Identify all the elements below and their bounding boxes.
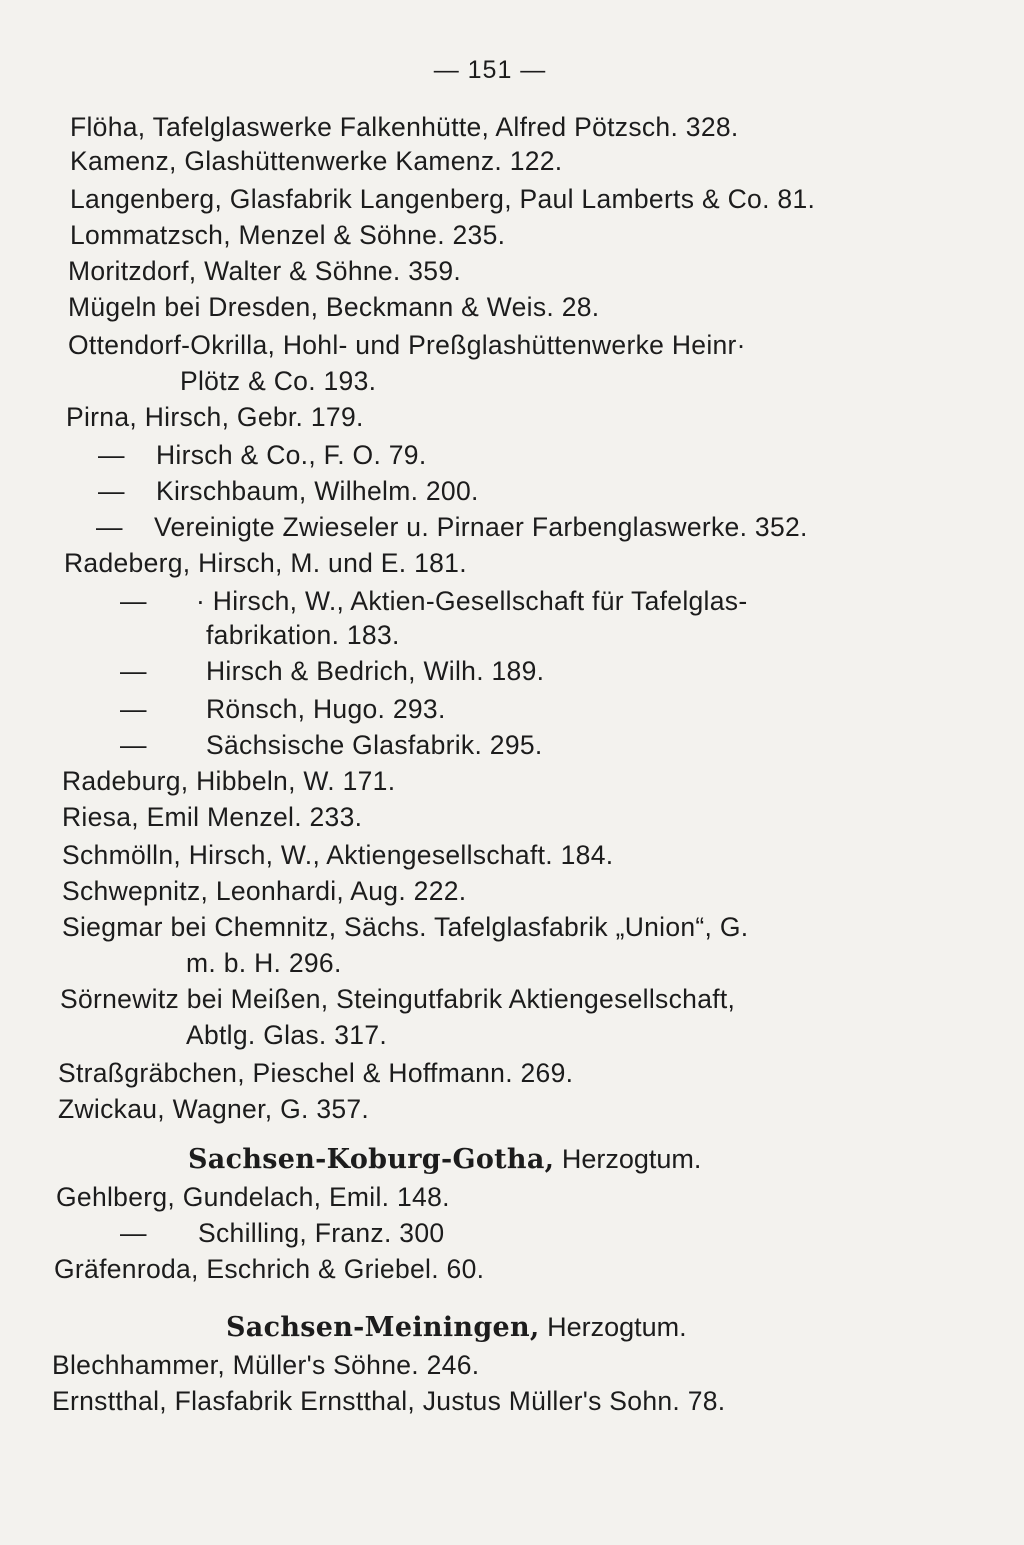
ditto-dash: — [120, 730, 147, 760]
entry-line: Lommatzsch, Menzel & Söhne. 235. [70, 220, 506, 250]
entry-line: Flöha, Tafelglaswerke Falkenhütte, Alfred Pötzsch. 328. [70, 112, 739, 142]
entry-line: Rönsch, Hugo. 293. [206, 694, 446, 724]
entry-line: Radeberg, Hirsch, M. und E. 181. [64, 548, 467, 578]
entry-line: Moritzdorf, Walter & Söhne. 359. [68, 256, 462, 286]
entry-line-continued: Plötz & Co. 193. [180, 366, 377, 396]
section-heading-name: Sachsen-Meiningen, [226, 1312, 540, 1343]
entry-line: · Hirsch, W., Aktien-Gesellschaft für Tafelglas- [196, 586, 748, 616]
ditto-dash: — [120, 656, 147, 686]
entry-line: Ottendorf-Okrilla, Hohl- und Preßglashüttenwerke Heinr· [68, 330, 746, 360]
entry-line: Kamenz, Glashüttenwerke Kamenz. 122. [70, 146, 563, 176]
entry-line: Zwickau, Wagner, G. 357. [58, 1094, 370, 1124]
entry-line: Vereinigte Zwieseler u. Pirnaer Farbenglaswerke. 352. [154, 512, 808, 542]
entry-line: Schwepnitz, Leonhardi, Aug. 222. [62, 876, 467, 906]
page-number: — 151 — [433, 56, 547, 84]
section-heading-suffix: Herzogtum. [539, 1312, 687, 1342]
entry-line: Siegmar bei Chemnitz, Sächs. Tafelglasfabrik „Union“, G. [62, 912, 749, 942]
entry-line: Mügeln bei Dresden, Beckmann & Weis. 28. [68, 292, 600, 322]
ditto-dash: — [98, 476, 125, 506]
ditto-dash: — [120, 694, 147, 724]
section-heading-suffix: Herzogtum. [554, 1144, 702, 1174]
entry-line: Gehlberg, Gundelach, Emil. 148. [56, 1182, 450, 1212]
entry-line: Gräfenroda, Eschrich & Griebel. 60. [54, 1254, 485, 1284]
section-heading-meiningen [226, 1312, 687, 1343]
section-heading-koburg [188, 1144, 701, 1175]
entry-line: Sörnewitz bei Meißen, Steingutfabrik Aktiengesellschaft, [60, 984, 736, 1014]
entry-line: Schilling, Franz. 300 [198, 1218, 445, 1248]
entry-line: Sächsische Glasfabrik. 295. [206, 730, 543, 760]
entry-line: Hirsch & Bedrich, Wilh. 189. [206, 656, 545, 686]
entry-line: Straßgräbchen, Pieschel & Hoffmann. 269. [58, 1058, 574, 1088]
entry-line: Kirschbaum, Wilhelm. 200. [156, 476, 479, 506]
section-heading-name: Sachsen-Koburg-Gotha, [188, 1144, 555, 1175]
entry-line: Hirsch & Co., F. O. 79. [156, 440, 427, 470]
entry-line-continued: fabrikation. 183. [206, 620, 400, 650]
entry-line-continued: m. b. H. 296. [186, 948, 342, 978]
entry-line: Radeburg, Hibbeln, W. 171. [62, 766, 396, 796]
entry-line: Riesa, Emil Menzel. 233. [62, 802, 363, 832]
ditto-dash: — [96, 512, 123, 542]
entry-line-continued: Abtlg. Glas. 317. [186, 1020, 388, 1050]
ditto-dash: — [120, 1218, 147, 1248]
entry-line: Blechhammer, Müller's Söhne. 246. [52, 1350, 480, 1380]
entry-line: Schmölln, Hirsch, W., Aktiengesellschaft. 184. [62, 840, 614, 870]
entry-line: Langenberg, Glasfabrik Langenberg, Paul Lamberts & Co. 81. [70, 184, 816, 214]
ditto-dash: — [120, 586, 147, 616]
entry-line: Ernstthal, Flasfabrik Ernstthal, Justus Müller's Sohn. 78. [52, 1386, 726, 1416]
ditto-dash: — [98, 440, 125, 470]
entry-line: Pirna, Hirsch, Gebr. 179. [66, 402, 364, 432]
